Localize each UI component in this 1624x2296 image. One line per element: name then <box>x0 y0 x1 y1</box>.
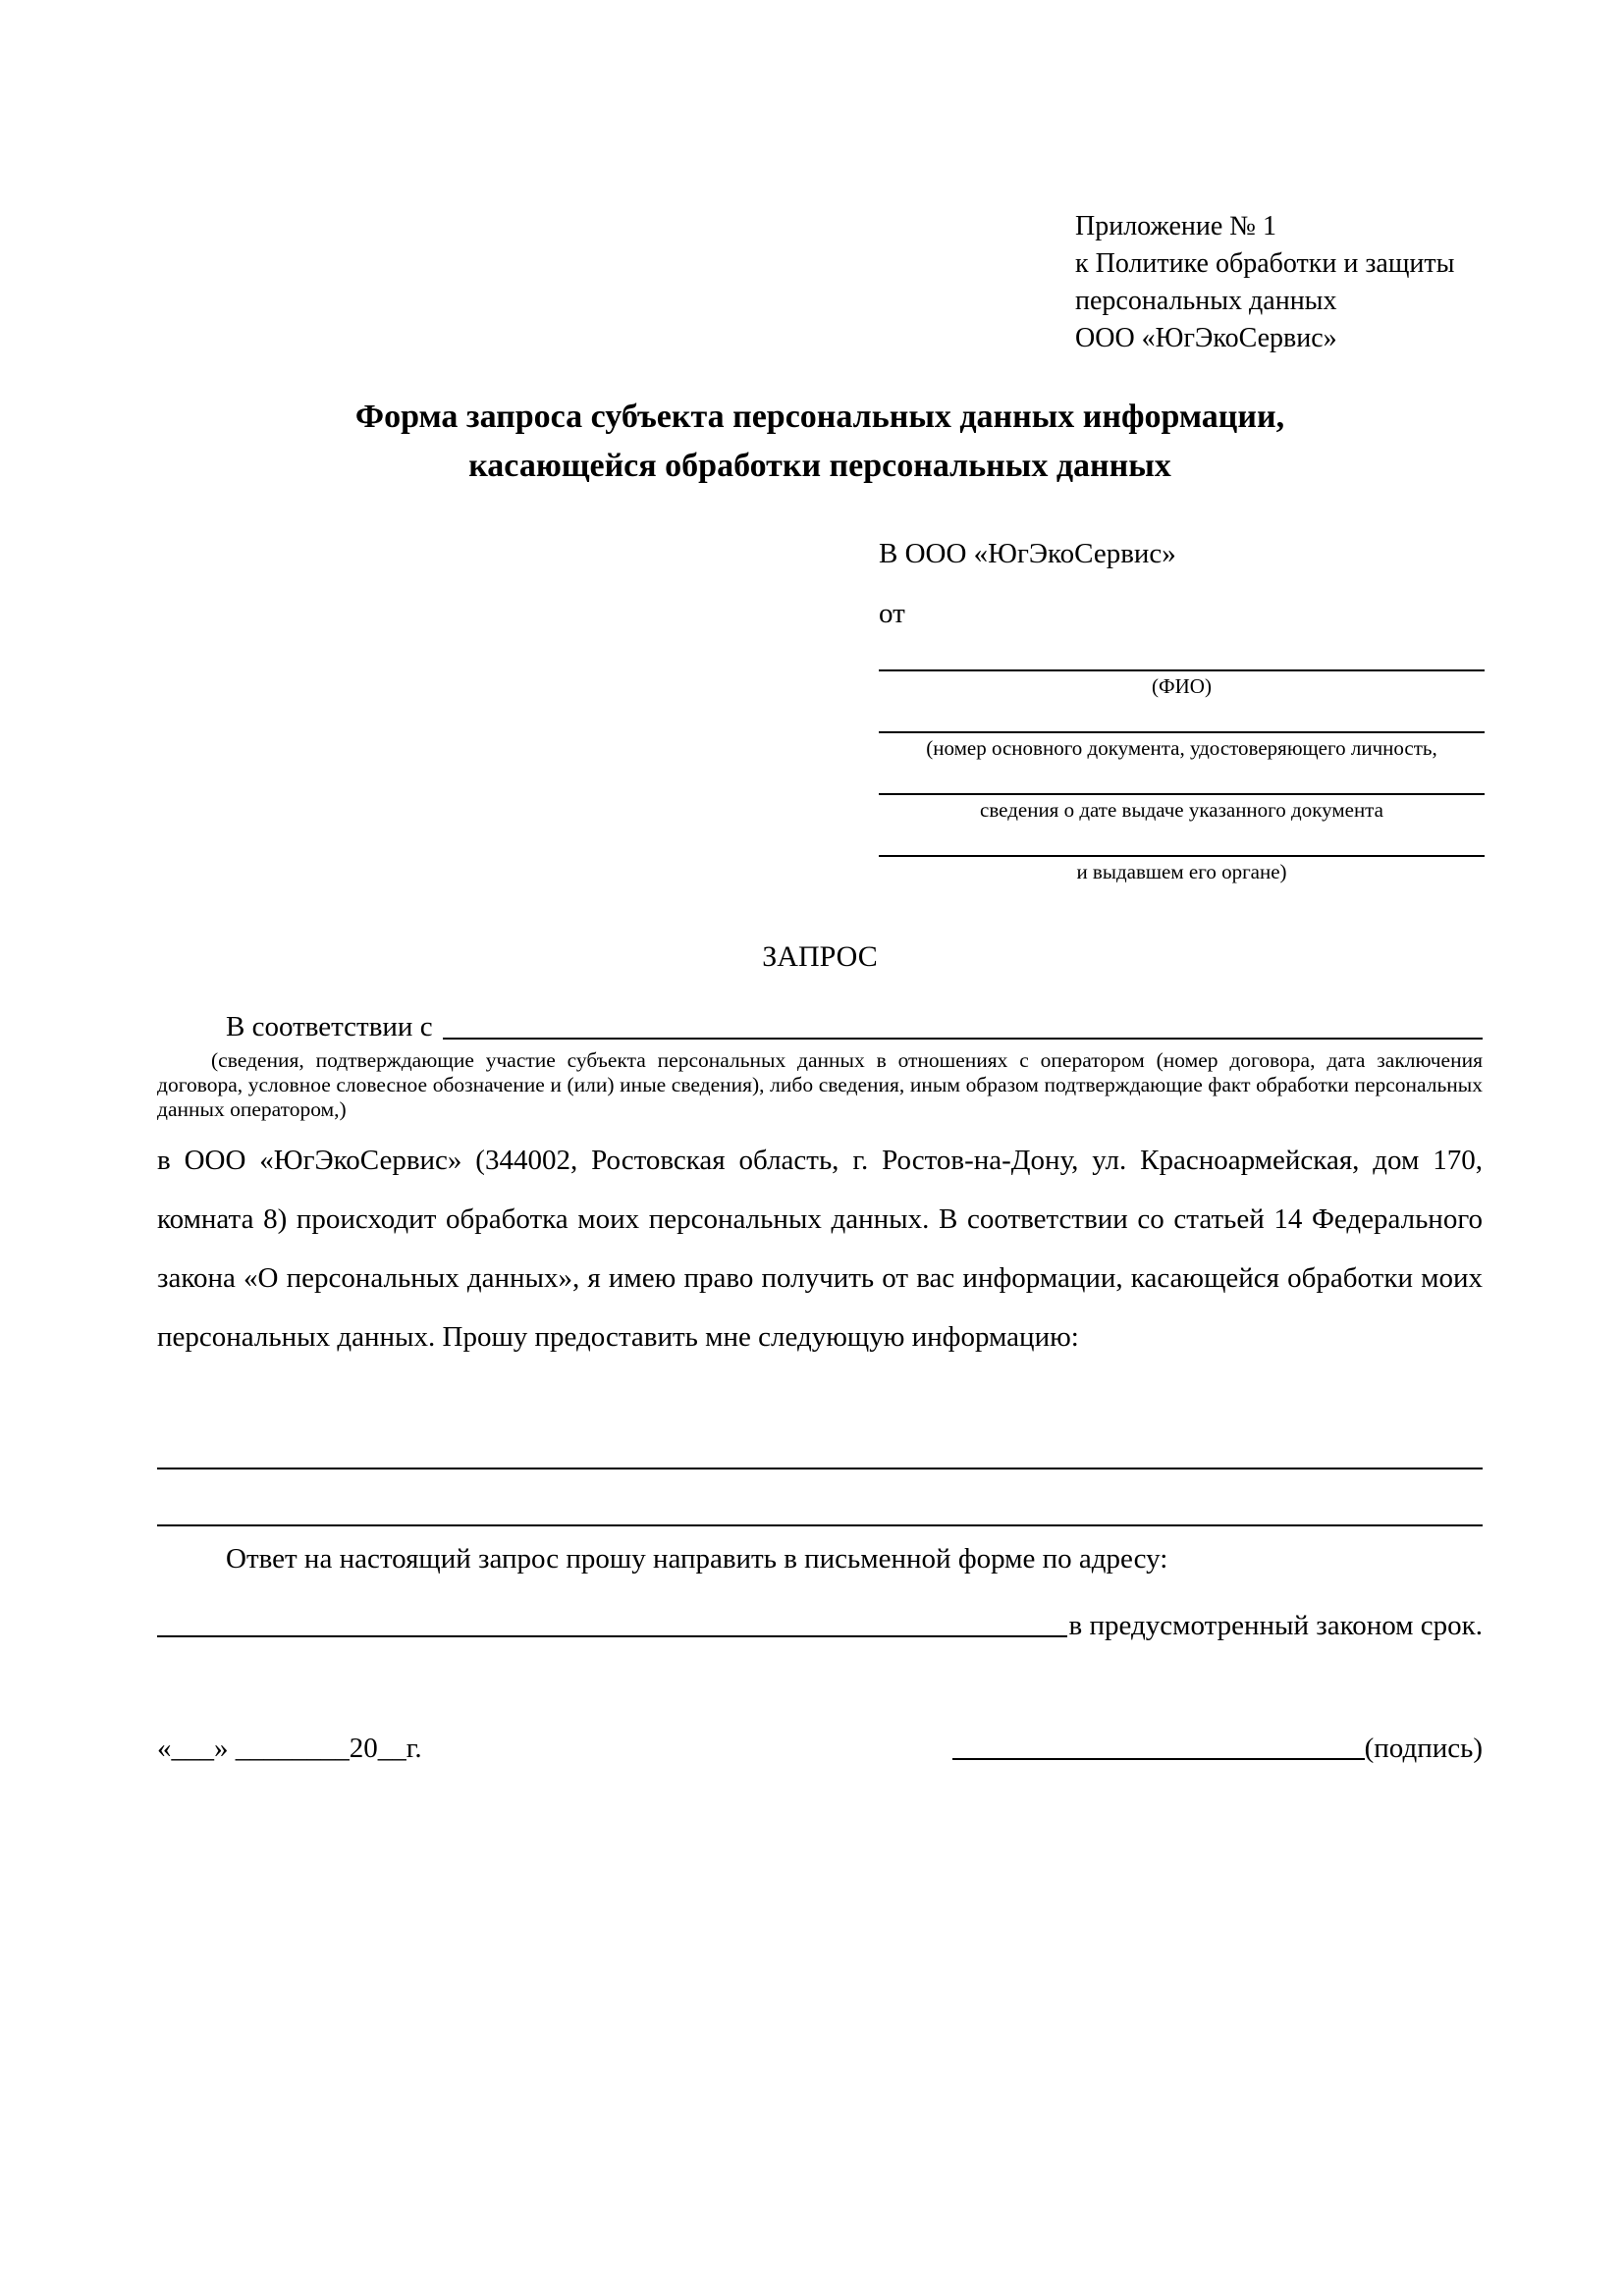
reply-address-line <box>157 1610 1483 1642</box>
addressee-block <box>879 538 1485 883</box>
fio-field <box>879 669 1485 698</box>
document-title-line1: Форма запроса субъекта персональных данных информации, <box>354 399 1285 435</box>
fio-blank-line <box>879 669 1485 671</box>
request-intro-line <box>157 1011 1483 1043</box>
signature-caption: (подпись) <box>1364 1733 1483 1764</box>
issue-date-caption: сведения о дате выдаче указанного документа <box>980 798 1383 822</box>
fio-caption: (ФИО) <box>1152 674 1212 698</box>
signature-area <box>952 1733 1483 1765</box>
issuing-authority-field <box>879 855 1485 883</box>
addressee-to: В ООО «ЮгЭкоСервис» <box>879 538 1176 569</box>
date-blank-text: «___» ________20__г. <box>157 1733 422 1764</box>
reply-address-blank-line <box>157 1635 1067 1637</box>
request-heading: ЗАПРОС <box>762 940 878 973</box>
request-intro-blank-line <box>443 1038 1483 1040</box>
signature-blank-line <box>952 1758 1365 1760</box>
issue-date-blank-line <box>879 793 1485 795</box>
appendix-header-line: персональных данных <box>1075 286 1337 316</box>
signature-row <box>157 1733 1483 1765</box>
request-intro-label: В соответствии с <box>226 1011 433 1042</box>
document-number-field <box>879 731 1485 760</box>
document-title-line2: касающейся обработки персональных данных <box>468 448 1171 484</box>
document-number-blank-line <box>879 731 1485 733</box>
issuing-authority-caption: и выдавшем его органе) <box>1076 860 1287 883</box>
document-title <box>157 393 1483 491</box>
appendix-header-line: к Политике обработки и защиты <box>1075 248 1455 279</box>
reply-address-sentence: Ответ на настоящий запрос прошу направить в письменной форме по адресу: <box>226 1543 1168 1575</box>
request-body-paragraph: в ООО «ЮгЭкоСервис» (344002, Ростовская область, г. Ростов-на-Дону, ул. Красноармейская, дом 170, комната 8) происходит обработка моих персональных данных. В соответствии со статьей 14 Федерального закона «О персональных данных», я имею право получить от вас информации, касающейся обработки моих персональных данных. Прошу предоставить мне следующую информацию: <box>157 1145 1483 1353</box>
appendix-header <box>1075 208 1454 357</box>
appendix-header-line: Приложение № 1 <box>1075 211 1276 241</box>
information-blank-line-2 <box>157 1524 1483 1526</box>
issue-date-field <box>879 793 1485 822</box>
addressee-from-label: от <box>879 598 905 629</box>
appendix-header-line: ООО «ЮгЭкоСервис» <box>1075 323 1337 353</box>
reply-deadline-text: в предусмотренный законом срок. <box>1068 1610 1483 1641</box>
document-number-caption: (номер основного документа, удостоверяющего личность, <box>926 736 1437 760</box>
information-blank-line-1 <box>157 1468 1483 1469</box>
issuing-authority-blank-line <box>879 855 1485 857</box>
request-intro-note: (сведения, подтверждающие участие субъекта персональных данных в отношениях с оператором (номер договора, дата заключения договора, условное словесное обозначение и (или) иные сведения), либо сведения, иным образом подтверждающие факт обработки персональных данных оператором,) <box>157 1048 1483 1121</box>
